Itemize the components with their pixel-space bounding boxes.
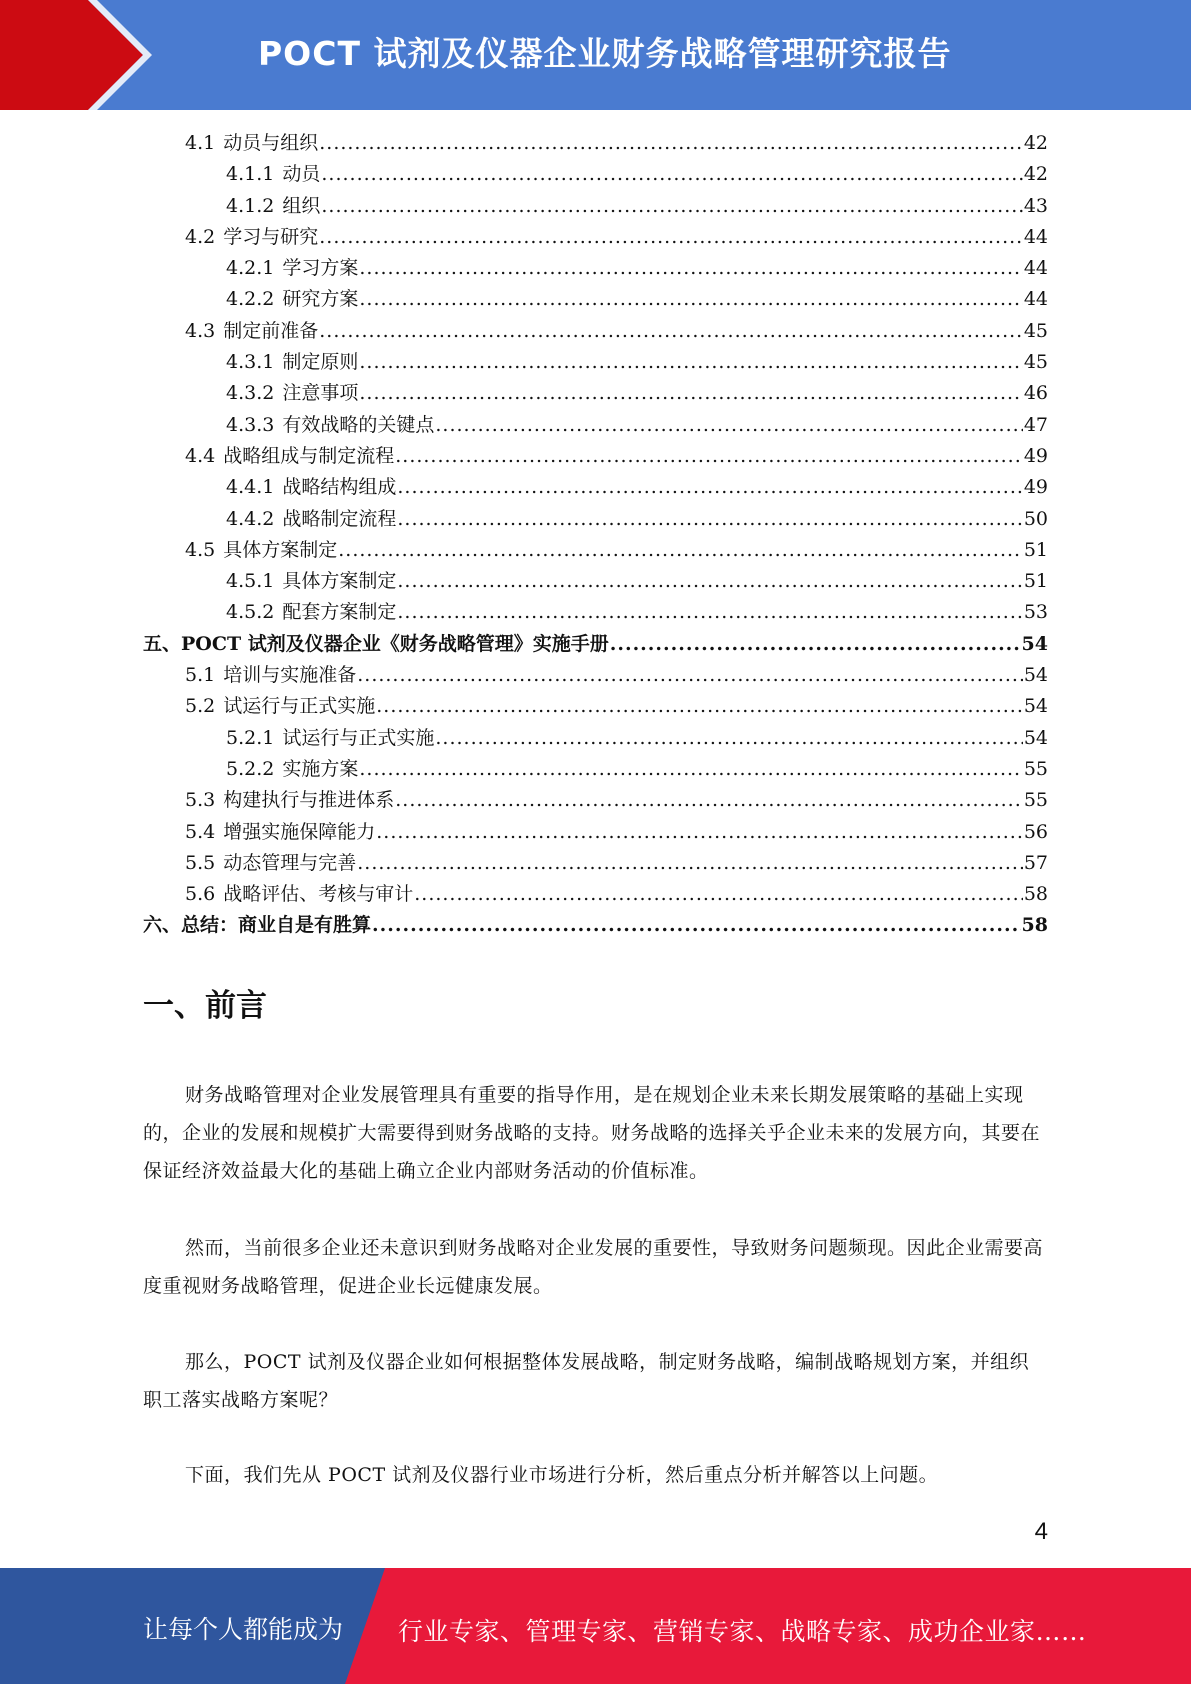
toc-entry-number: 4.2 [185,225,216,248]
toc-entry[interactable] [143,441,1048,472]
toc-entry-page: 51 [1023,570,1048,593]
toc-dot-leader [319,128,1023,159]
toc-dot-leader [397,504,1022,535]
toc-entry[interactable] [143,191,1048,222]
toc-dot-leader [359,347,1022,378]
toc-entry[interactable] [143,910,1048,941]
toc-entry-title: 具体方案制定 [282,570,397,593]
toc-entry-page: 58 [1023,883,1048,906]
toc-entry[interactable] [143,691,1048,722]
toc-entry-page: 57 [1023,851,1048,874]
toc-entry[interactable] [143,410,1048,441]
table-of-contents [143,128,1048,942]
toc-dot-leader [357,848,1023,879]
toc-dot-leader [376,817,1023,848]
toc-entry-title: 组织 [282,194,321,217]
toc-entry-number: 4.5 [185,538,216,561]
toc-entry-page: 53 [1023,601,1048,624]
toc-entry-title: 配套方案制定 [282,601,397,624]
toc-entry-page: 47 [1023,413,1048,436]
toc-entry-title: 战略组成与制定流程 [223,444,395,467]
toc-entry-page: 42 [1023,163,1048,186]
toc-entry[interactable] [143,597,1048,628]
toc-entry[interactable] [143,504,1048,535]
toc-entry-title: 制定前准备 [223,319,319,342]
toc-entry-page: 51 [1023,538,1048,561]
toc-entry-page: 46 [1023,382,1048,405]
toc-dot-leader [359,378,1022,409]
toc-entry-number: 4.4.1 [226,476,275,499]
toc-dot-leader [338,535,1023,566]
toc-entry-title: 培训与实施准备 [223,664,357,687]
toc-entry-title: 战略结构组成 [282,476,397,499]
body-paragraph-2: 然而，当前很多企业还未意识到财务战略对企业发展的重要性，导致财务问题频现。因此企业需要高度重视财务战略管理，促进企业长远健康发展。 [143,1237,1044,1297]
toc-dot-leader [397,472,1022,503]
toc-entry[interactable] [143,848,1048,879]
toc-dot-leader [359,253,1022,284]
toc-dot-leader [610,629,1021,660]
toc-entry-page: 56 [1023,820,1048,843]
toc-entry-title: 学习方案 [282,257,359,280]
toc-entry[interactable] [143,817,1048,848]
toc-entry-page: 49 [1023,444,1048,467]
toc-entry[interactable] [143,378,1048,409]
toc-entry-title: 注意事项 [282,382,359,405]
toc-dot-leader [376,691,1023,722]
toc-entry-page: 55 [1023,757,1048,780]
body-paragraph-3: 那么，POCT 试剂及仪器企业如何根据整体发展战略，制定财务战略，编制战略规划方案，并组织职工落实战略方案呢？ [143,1351,1030,1411]
toc-entry[interactable] [143,754,1048,785]
toc-entry-page: 44 [1023,288,1048,311]
toc-entry-page: 54 [1023,664,1048,687]
toc-entry-number: 5.5 [185,851,216,874]
toc-entry[interactable] [143,660,1048,691]
page-number: 4 [1034,1518,1048,1545]
toc-entry[interactable] [143,284,1048,315]
toc-entry-title: 研究方案 [282,288,359,311]
toc-dot-leader [395,441,1023,472]
toc-entry-title: 试运行与正式实施 [223,695,376,718]
toc-dot-leader [397,566,1022,597]
toc-entry-number: 4.3 [185,319,216,342]
toc-entry-title: 战略制定流程 [282,507,397,530]
toc-entry-page: 50 [1023,507,1048,530]
toc-dot-leader [414,879,1023,910]
toc-entry[interactable] [143,316,1048,347]
toc-dot-leader [359,284,1022,315]
toc-entry-title: 构建执行与推进体系 [223,789,395,812]
toc-entry-page: 44 [1023,225,1048,248]
body-paragraph-1: 财务战略管理对企业发展管理具有重要的指导作用，是在规划企业未来长期发展策略的基础上实现的，企业的发展和规模扩大需要得到财务战略的支持。财务战略的选择关乎企业未来的发展方向，其要在保证经济效益最大化的基础上确立企业内部财务活动的价值标准。 [143,1084,1041,1182]
toc-entry-number: 5.2 [185,695,216,718]
toc-dot-leader [359,754,1022,785]
toc-dot-leader [321,159,1022,190]
toc-entry-page: 54 [1023,726,1048,749]
toc-entry-page: 54 [1021,632,1048,655]
toc-entry-title: 动员 [282,163,321,186]
toc-entry-number: 4.5.2 [226,601,275,624]
section-heading: 一、前言 [143,988,267,1024]
toc-entry[interactable] [143,629,1048,660]
page-header [0,0,1191,110]
toc-dot-leader [319,316,1023,347]
toc-entry-title: 五、POCT 试剂及仪器企业《财务战略管理》实施手册 [143,632,609,655]
toc-entry-title: 具体方案制定 [223,538,338,561]
toc-entry-title: 战略评估、考核与审计 [223,883,414,906]
toc-entry[interactable] [143,253,1048,284]
toc-entry-title: 动员与组织 [223,132,319,154]
toc-entry-title: 制定原则 [282,351,359,374]
footer-slogan-left: 让每个人都能成为 [143,1615,344,1644]
toc-dot-leader [372,910,1021,941]
toc-entry-title: 试运行与正式实施 [282,726,435,749]
toc-entry-page: 45 [1023,351,1048,374]
page-footer [0,1568,1191,1684]
toc-entry-title: 六、总结：商业自是有胜算 [143,914,372,937]
toc-entry-number: 4.2.2 [226,288,275,311]
toc-entry-number: 4.3.2 [226,382,275,405]
toc-entry[interactable] [143,785,1048,816]
toc-entry-page: 49 [1023,476,1048,499]
toc-entry-number: 4.4.2 [226,507,275,530]
toc-entry-number: 4.1.2 [226,194,275,217]
toc-entry[interactable] [143,566,1048,597]
toc-entry-number: 5.4 [185,820,216,843]
toc-entry-page: 44 [1023,257,1048,280]
toc-entry[interactable] [143,535,1048,566]
toc-entry-page: 54 [1023,695,1048,718]
toc-entry[interactable] [143,879,1048,910]
toc-entry-number: 5.2.1 [226,726,275,749]
toc-entry-page: 58 [1021,914,1048,937]
toc-entry-page: 42 [1023,132,1048,154]
toc-entry-number: 4.3.1 [226,351,275,374]
toc-dot-leader [435,410,1022,441]
toc-entry-title: 增强实施保障能力 [223,820,376,843]
toc-dot-leader [357,660,1023,691]
report-title: POCT 试剂及仪器企业财务战略管理研究报告 [258,34,952,73]
toc-dot-leader [395,785,1023,816]
toc-entry-number: 4.1.1 [226,163,275,186]
header-arrow-decoration [0,0,160,110]
body-paragraph-4: 下面，我们先从 POCT 试剂及仪器行业市场进行分析，然后重点分析并解答以上问题。 [185,1464,939,1486]
toc-entry[interactable] [143,472,1048,503]
toc-entry-number: 5.3 [185,789,216,812]
toc-entry-page: 43 [1023,194,1048,217]
footer-slogan-right: 行业专家、管理专家、营销专家、战略专家、成功企业家…… [398,1617,1087,1646]
toc-dot-leader [321,191,1022,222]
toc-entry[interactable] [143,159,1048,190]
toc-entry[interactable] [143,222,1048,253]
toc-entry-page: 45 [1023,319,1048,342]
toc-dot-leader [435,723,1022,754]
toc-entry[interactable] [143,723,1048,754]
toc-entry[interactable] [143,347,1048,378]
toc-entry-number: 5.2.2 [226,757,275,780]
toc-entry-title: 实施方案 [282,757,359,780]
toc-entry-title: 有效战略的关键点 [282,413,435,436]
toc-dot-leader [397,597,1022,628]
toc-dot-leader [319,222,1023,253]
toc-entry-number: 5.6 [185,883,216,906]
toc-entry-number: 5.1 [185,664,216,687]
toc-entry-number: 4.1 [185,132,216,154]
toc-entry-number: 4.3.3 [226,413,275,436]
toc-entry[interactable] [143,128,1048,159]
toc-entry-title: 学习与研究 [223,225,319,248]
toc-entry-number: 4.5.1 [226,570,275,593]
toc-entry-title: 动态管理与完善 [223,851,357,874]
toc-entry-number: 4.4 [185,444,216,467]
toc-entry-number: 4.2.1 [226,257,275,280]
toc-entry-page: 55 [1023,789,1048,812]
